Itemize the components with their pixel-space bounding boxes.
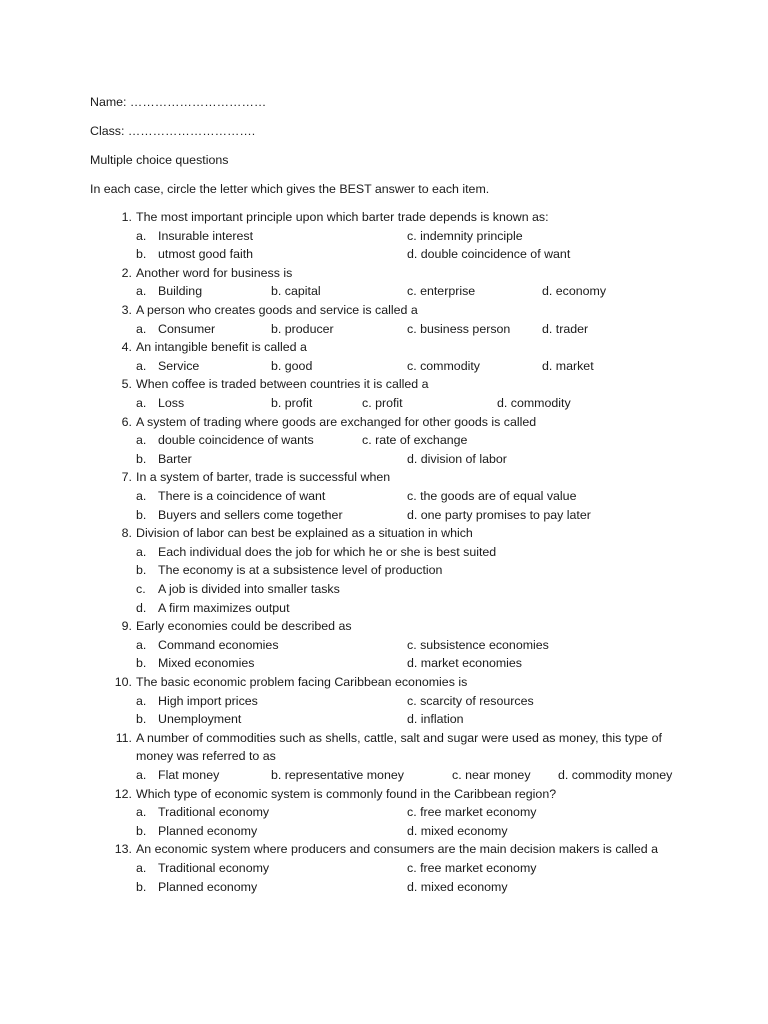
answer-option: c. subsistence economies: [407, 637, 549, 652]
question-number: 11.: [115, 730, 132, 745]
answer-option: c. rate of exchange: [362, 433, 468, 448]
class-field-label: Class: ………………………….: [90, 124, 256, 138]
question-text: Which type of economic system is commonly found in the Caribbean region?: [136, 786, 557, 801]
question-text: In a system of barter, trade is successful when: [136, 470, 391, 485]
answer-option: utmost good faith: [158, 247, 254, 262]
option-letter: a.: [136, 284, 147, 299]
answer-option: A firm maximizes output: [158, 600, 290, 615]
question-text: A system of trading where goods are exchanged for other goods is called: [136, 414, 537, 429]
option-letter: d.: [136, 600, 147, 615]
question-text: Another word for business is: [136, 265, 293, 280]
answer-option: b. representative money: [271, 768, 404, 782]
answer-option: d. division of labor: [407, 451, 507, 466]
option-letter: a.: [136, 358, 147, 373]
option-letter: b.: [136, 563, 147, 578]
question-text: A number of commodities such as shells, cattle, salt and sugar were used as money, this type of: [136, 730, 662, 745]
answer-option: c. free market economy: [407, 805, 537, 820]
question-text: An intangible benefit is called a: [136, 340, 307, 355]
question-text: Division of labor can best be explained as a situation in which: [136, 526, 473, 541]
answer-option: The economy is at a subsistence level of production: [158, 563, 443, 578]
answer-option: Service: [158, 358, 200, 373]
instructions: In each case, circle the letter which gives the BEST answer to each item.: [90, 182, 490, 196]
option-letter: a.: [136, 637, 147, 652]
answer-option: d. trader: [542, 321, 589, 336]
answer-option: Building: [158, 284, 203, 299]
answer-option: d. market economies: [407, 656, 523, 671]
answer-option: There is a coincidence of want: [158, 489, 326, 503]
option-letter: a.: [136, 861, 147, 875]
answer-option: c. business person: [407, 321, 511, 336]
option-letter: a.: [136, 321, 147, 336]
answer-option: d. market: [542, 358, 594, 373]
question-number: 9.: [121, 619, 132, 634]
answer-option: c. near money: [452, 768, 531, 782]
question-number: 3.: [121, 303, 132, 317]
answer-option: d. one party promises to pay later: [407, 507, 591, 522]
answer-option: c. commodity: [407, 358, 480, 373]
question-text: The most important principle upon which barter trade depends is known as:: [136, 210, 549, 224]
question-text: Early economies could be described as: [136, 619, 352, 634]
name-field-label: Name: ……………………………: [90, 95, 267, 109]
option-letter: b.: [136, 823, 147, 838]
answer-option: b. producer: [271, 321, 334, 336]
question-text-continued: money was referred to as: [136, 749, 276, 764]
answer-option: c. scarcity of resources: [407, 693, 534, 708]
answer-option: d. economy: [542, 284, 607, 299]
answer-option: c. indemnity principle: [407, 228, 523, 243]
answer-option: d. mixed economy: [407, 823, 508, 838]
answer-option: Planned economy: [158, 879, 258, 894]
question-text: A person who creates goods and service is called a: [136, 303, 418, 317]
answer-option: Command economies: [158, 637, 279, 652]
option-letter: a.: [136, 544, 147, 559]
question-text: The basic economic problem facing Caribbean economies is: [136, 675, 468, 689]
answer-option: Barter: [158, 451, 192, 466]
answer-option: Flat money: [158, 768, 220, 782]
question-number: 13.: [114, 842, 132, 857]
option-letter: a.: [136, 693, 147, 708]
question-number: 6.: [121, 414, 132, 429]
answer-option: High import prices: [158, 693, 258, 708]
answer-option: Buyers and sellers come together: [158, 507, 343, 522]
answer-option: d. double coincidence of want: [407, 247, 571, 262]
answer-option: b. profit: [271, 396, 313, 410]
section-title: Multiple choice questions: [90, 153, 229, 167]
option-letter: a.: [136, 805, 147, 820]
question-number: 2.: [121, 265, 132, 280]
option-letter: a.: [136, 489, 147, 503]
answer-option: double coincidence of wants: [158, 433, 314, 448]
option-letter: c.: [136, 582, 146, 596]
answer-option: Planned economy: [158, 823, 258, 838]
option-letter: b.: [136, 507, 147, 522]
answer-option: Traditional economy: [158, 861, 270, 875]
answer-option: Traditional economy: [158, 805, 270, 820]
answer-option: Mixed economies: [158, 656, 255, 671]
question-number: 5.: [121, 377, 132, 392]
answer-option: b. capital: [271, 284, 321, 299]
question-number: 7.: [121, 470, 132, 485]
answer-option: A job is divided into smaller tasks: [158, 582, 340, 596]
option-letter: b.: [136, 247, 147, 262]
answer-option: d. mixed economy: [407, 879, 508, 894]
question-number: 12.: [114, 786, 132, 801]
option-letter: a.: [136, 396, 147, 410]
question-number: 4.: [121, 340, 132, 355]
question-text: When coffee is traded between countries it is called a: [136, 377, 429, 392]
answer-option: c. the goods are of equal value: [407, 489, 577, 503]
question-number: 8.: [121, 526, 132, 541]
answer-option: Unemployment: [158, 712, 242, 727]
option-letter: b.: [136, 712, 147, 727]
answer-option: d. commodity money: [558, 768, 673, 782]
answer-option: c. enterprise: [407, 284, 476, 299]
answer-option: Loss: [158, 396, 185, 410]
answer-option: d. commodity: [497, 396, 571, 410]
option-letter: a.: [136, 433, 147, 448]
option-letter: b.: [136, 451, 147, 466]
option-letter: b.: [136, 879, 147, 894]
option-letter: a.: [136, 768, 147, 782]
question-number: 10.: [114, 675, 132, 689]
answer-option: Insurable interest: [158, 228, 254, 243]
answer-option: Consumer: [158, 321, 216, 336]
option-letter: a.: [136, 228, 147, 243]
question-text: An economic system where producers and consumers are the main decision makers is called a: [136, 842, 659, 857]
question-number: 1.: [121, 210, 132, 224]
answer-option: c. free market economy: [407, 861, 537, 875]
answer-option: Each individual does the job for which he or she is best suited: [158, 544, 497, 559]
answer-option: c. profit: [362, 396, 403, 410]
option-letter: b.: [136, 656, 147, 671]
answer-option: b. good: [271, 358, 313, 373]
answer-option: d. inflation: [407, 712, 464, 727]
